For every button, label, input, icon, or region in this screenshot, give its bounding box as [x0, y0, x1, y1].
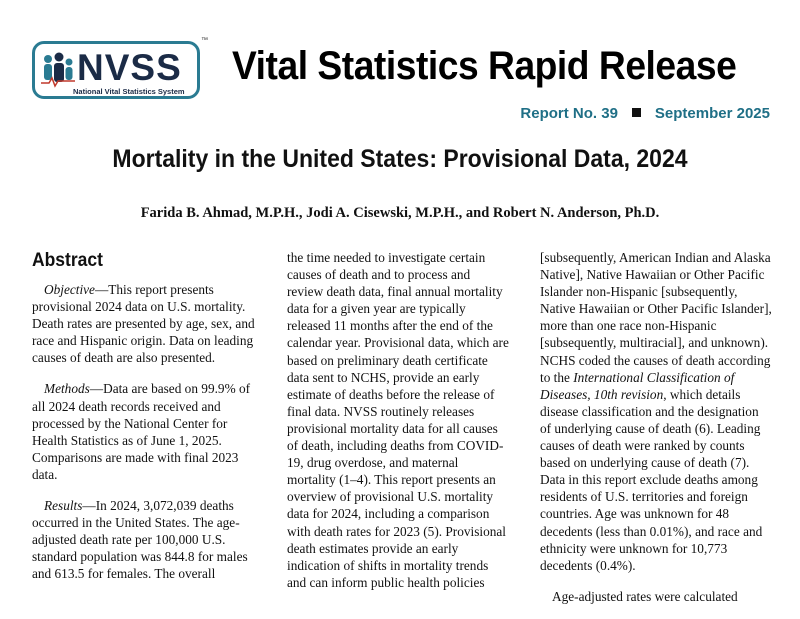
- icd-citation: International Classification of Diseases, 10th revision: [540, 369, 735, 402]
- logo-wordmark: NVSS: [77, 47, 182, 88]
- column-1: [32, 249, 258, 597]
- report-title: Mortality in the United States: Provisional Data, 2024: [112, 145, 688, 173]
- column-3-text-b: , which details disease classification and the designation of underlying cause of death (6). Leading causes of death were ranked by counts based on underlying cause of death (7). Data in this report exclude deaths among residents of U.S. territories and foreign countries. Age was unknown for 48 decedents (less than 0.01%), and race and ethnicity were unknown for 10,773 decedents (0.4%).: [540, 386, 763, 573]
- report-number: Report No. 39: [520, 105, 618, 122]
- trademark-mark: ™: [201, 37, 208, 44]
- author-list: Farida B. Ahmad, M.P.H., Jodi A. Cisewski, M.P.H., and Robert N. Anderson, Ph.D.: [140, 205, 660, 221]
- logo-subtitle: National Vital Statistics System: [73, 87, 185, 96]
- objective-paragraph: [32, 281, 258, 366]
- results-label: Results: [44, 498, 83, 514]
- masthead-title: Vital Statistics Rapid Release: [232, 44, 737, 88]
- column-2: [287, 249, 509, 605]
- column-3-text-a: [subsequently, American Indian and Alaska Native], Native Hawaiian or Other Pacific Islander non-Hispanic [subsequently, Native Hawaiian or Other Pacific Islander], more than one race non-Hispanic [subsequently, multiracial], and unknown). NCHS coded the causes of death according to the: [540, 250, 772, 385]
- column-2-paragraph: the time needed to investigate certain causes of death and to process and review death data, final annual mortality data for a given year are typically released 11 months after the end of the calendar year. Provisional data, which are based on preliminary death certificate data sent to NCHS, provide an early estimate of deaths before the release of final data. NVSS routinely releases provisional mortality data for all causes of death, including deaths from COVID-19, drug overdose, and maternal mortality (1–4). This report presents an overview of provisional U.S. mortality data for 2024, including a comparison with death rates for 2023 (5). Provisional death estimates provide an early indication of shifts in mortality trends and can inform public health policies: [287, 250, 509, 590]
- column-3: [540, 249, 772, 619]
- abstract-heading: Abstract: [32, 250, 103, 271]
- report-info: [520, 105, 770, 122]
- methods-text: —Data are based on 99.9% of all 2024 death records received and processed by the National Center for Health Statistics as of June 1, 2025. Comparisons are made with final 2023 data.: [32, 381, 251, 482]
- column-3-paragraph: [540, 249, 772, 574]
- column-3-next-paragraph: Age-adjusted rates were calculated: [552, 588, 738, 604]
- nvss-logo: [32, 41, 200, 99]
- square-separator-icon: [632, 108, 641, 117]
- family-figures-icon: [41, 52, 75, 88]
- methods-label: Methods: [44, 381, 90, 397]
- objective-text: —This report presents provisional 2024 data on U.S. mortality. Death rates are presented by age, sex, and race and Hispanic origin. Data on leading causes of death are also presented.: [32, 282, 255, 366]
- results-paragraph: [32, 497, 258, 582]
- report-date: September 2025: [654, 105, 770, 122]
- objective-label: Objective: [44, 282, 95, 297]
- results-text: —In 2024, 3,072,039 deaths occurred in the United States. The age-adjusted death rate per 100,000 U.S. standard population was 844.8 for males and 613.5 for females. The overall: [32, 498, 248, 582]
- methods-paragraph: [32, 380, 258, 483]
